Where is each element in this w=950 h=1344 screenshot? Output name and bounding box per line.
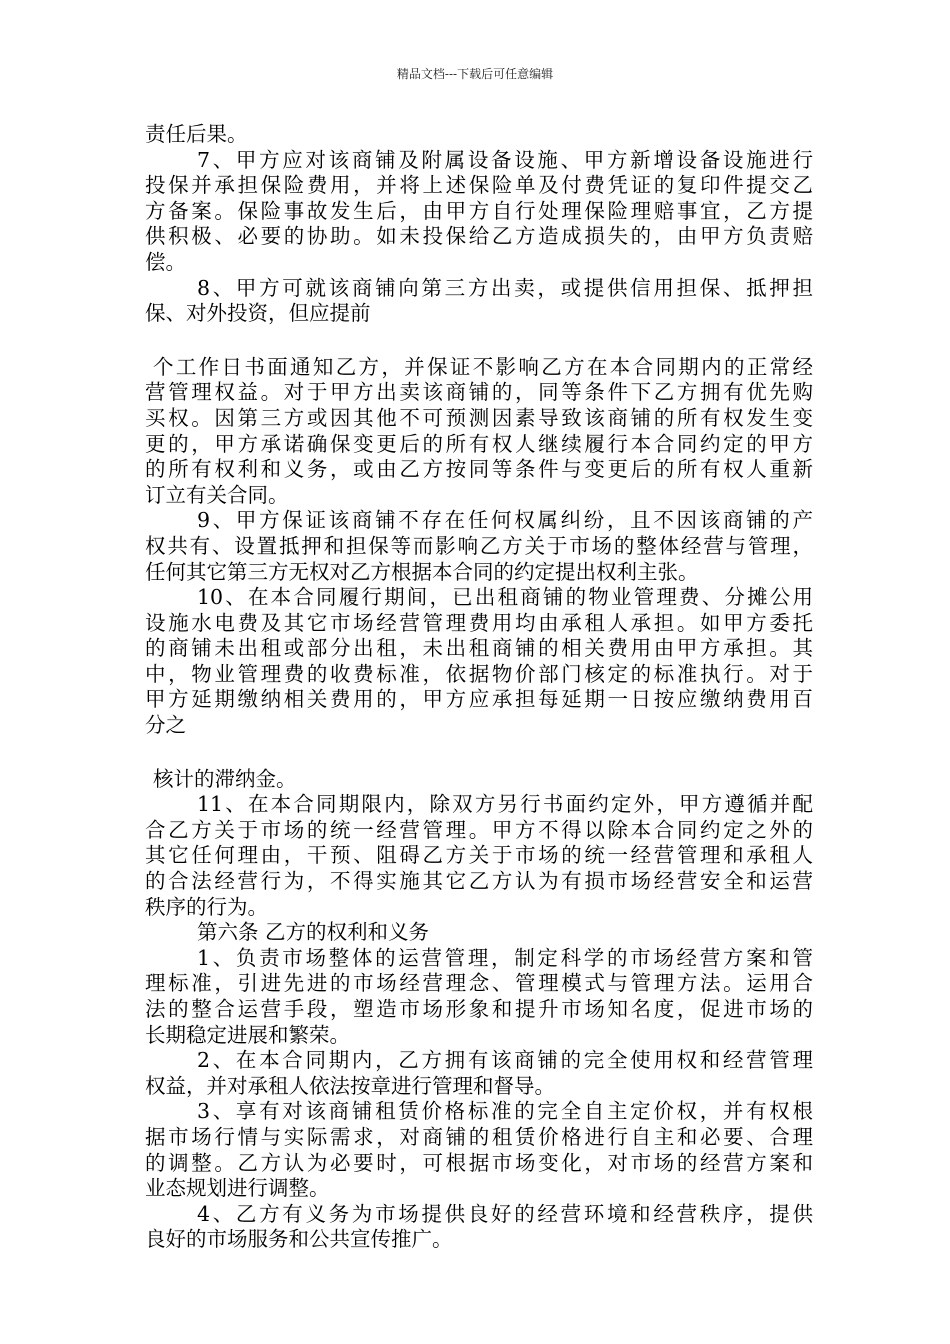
text-line: 合乙方关于市场的统一经营管理。甲方不得以除本合同约定之外的 (145, 817, 813, 842)
text-line: 的调整。乙方认为必要时，可根据市场变化，对市场的经营方案和 (145, 1150, 813, 1175)
text-line: 据市场行情与实际需求，对商铺的租赁价格进行自主和必要、合理 (145, 1124, 813, 1149)
text-line: 3、享有对该商铺租赁价格标准的完全自主定价权，并有权根 (197, 1099, 813, 1124)
text-line: 良好的市场服务和公共宣传推广。 (145, 1227, 453, 1252)
text-line: 业态规划进行调整。 (145, 1176, 330, 1201)
text-line: 设施水电费及其它市场经营管理费用均由承租人承担。如甲方委托 (145, 610, 813, 635)
text-line: 长期稳定进展和繁荣。 (145, 1022, 350, 1047)
text-line: 10、在本合同履行期间，已出租商铺的物业管理费、分摊公用 (197, 585, 813, 610)
text-line: 中，物业管理费的收费标准，依据物价部门核定的标准执行。对于 (145, 661, 813, 686)
text-line: 更的，甲方承诺确保变更后的所有权人继续履行本合同约定的甲方 (145, 431, 813, 456)
text-line: 的所有权利和义务，或由乙方按同等条件与变更后的所有权人重新 (145, 457, 813, 482)
text-line: 1、负责市场整体的运营管理，制定科学的市场经营方案和管 (197, 945, 813, 970)
text-line: 供积极、必要的协助。如未投保给乙方造成损失的，由甲方负责赔 (145, 224, 813, 249)
text-line: 秩序的行为。 (145, 894, 268, 919)
text-line: 个工作日书面通知乙方，并保证不影响乙方在本合同期内的正常经 (153, 354, 813, 379)
document-body (145, 122, 813, 1253)
text-line: 权益，并对承租人依法按章进行管理和督导。 (145, 1073, 555, 1098)
text-line: 的合法经营行为，不得实施其它乙方认为有损市场经营安全和运营 (145, 869, 813, 894)
text-line: 8、甲方可就该商铺向第三方出卖，或提供信用担保、抵押担 (197, 275, 813, 300)
text-line: 责任后果。 (145, 122, 248, 146)
text-line: 理标准，引进先进的市场经营理念、管理模式与管理方法。运用合 (145, 971, 813, 996)
text-line: 核计的滞纳金。 (153, 766, 297, 791)
page-header: 精品文档---下载后可任意编辑 (396, 67, 554, 81)
section-heading: 第六条 乙方的权利和义务 (197, 920, 430, 945)
text-line: 2、在本合同期内，乙方拥有该商铺的完全使用权和经营管理 (197, 1048, 813, 1073)
text-line: 权共有、设置抵押和担保等而影响乙方关于市场的整体经营与管理， (145, 533, 813, 558)
text-line: 保、对外投资，但应提前 (145, 301, 371, 326)
text-line: 法的整合运营手段，塑造市场形象和提升市场知名度，促进市场的 (145, 997, 813, 1021)
text-line: 方备案。保险事故发生后，由甲方自行处理保险理赔事宜，乙方提 (145, 198, 813, 223)
text-line: 营管理权益。对于甲方出卖该商铺的，同等条件下乙方拥有优先购 (145, 380, 813, 405)
text-line: 的商铺未出租或部分出租，未出租商铺的相关费用由甲方承担。其 (145, 636, 813, 661)
text-line: 任何其它第三方无权对乙方根据本合同的约定提出权利主张。 (145, 559, 699, 584)
text-line: 4、乙方有义务为市场提供良好的经营环境和经营秩序，提供 (197, 1201, 813, 1226)
text-line: 分之 (145, 713, 186, 738)
text-line: 7、甲方应对该商铺及附属设备设施、甲方新增设备设施进行 (197, 147, 813, 172)
text-line: 其它任何理由，干预、阻碍乙方关于市场的统一经营管理和承租人 (145, 843, 813, 868)
text-line: 买权。因第三方或因其他不可预测因素导致该商铺的所有权发生变 (145, 405, 813, 430)
text-line: 甲方延期缴纳相关费用的，甲方应承担每延期一日按应缴纳费用百 (145, 687, 813, 712)
text-line: 订立有关合同。 (145, 482, 289, 507)
text-line: 偿。 (145, 249, 186, 274)
text-line: 9、甲方保证该商铺不存在任何权属纠纷，且不因该商铺的产 (197, 508, 813, 533)
text-line: 投保并承担保险费用，并将上述保险单及付费凭证的复印件提交乙 (145, 173, 813, 198)
text-line: 11、在本合同期限内，除双方另行书面约定外，甲方遵循并配 (197, 792, 813, 817)
